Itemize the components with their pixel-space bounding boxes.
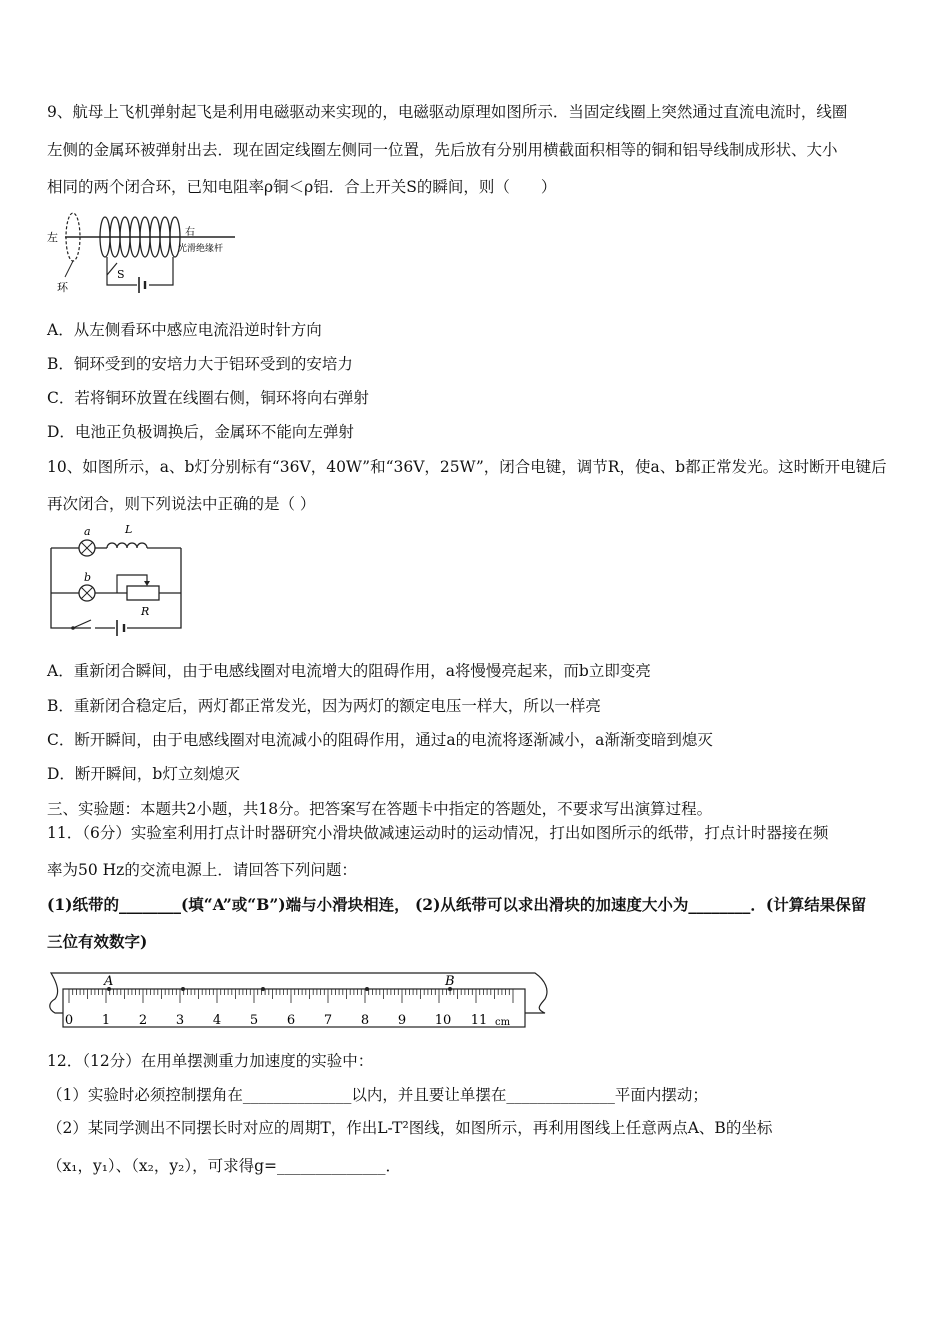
tick-label-8: 8	[360, 1013, 370, 1028]
inductor	[107, 543, 147, 548]
q10-option-d: D．断开瞬间，b灯立刻熄灭	[47, 765, 240, 783]
q11-line-2: 率为50 Hz的交流电源上．请回答下列问题：	[47, 861, 357, 879]
q12-line-4: （x₁，y₁）、（x₂，y₂），可求得g=______________．	[47, 1157, 402, 1175]
lamp-b-label: b	[84, 571, 92, 584]
q9-option-a: A．从左侧看环中感应电流沿逆时针方向	[47, 321, 322, 339]
point-a-label: A	[104, 974, 114, 989]
section-three-heading: 三、实验题：本题共2小题，共18分。把答案写在答题卡中指定的答题处，不要求写出演算过程。	[47, 800, 713, 818]
lamp-a-label: a	[84, 525, 91, 538]
ring-label: 环	[57, 281, 68, 294]
tick-label-11: 11	[470, 1013, 488, 1028]
tick-label-4: 4	[212, 1013, 222, 1028]
rheostat-label: R	[141, 605, 150, 618]
q11-line-1: 11．（6分）实验室利用打点计时器研究小滑块做减速运动时的运动情况，打出如图所示的纸带，打点计时器接在频	[47, 824, 829, 842]
circuit-figure	[45, 523, 195, 638]
tape-dot	[181, 987, 185, 991]
tick-label-10: 10	[434, 1013, 452, 1028]
q9-line-3: 相同的两个闭合环，已知电阻率ρ铜＜ρ铝．合上开关S的瞬间，则（ ）	[47, 178, 557, 196]
rheostat	[127, 586, 159, 600]
switch-label: S	[117, 268, 125, 281]
q10-option-b: B．重新闭合稳定后，两灯都正常发光，因为两灯的额定电压一样大，所以一样亮	[47, 697, 601, 715]
q10-line-1: 10、如图所示，a、b灯分别标有“36V，40W”和“36V，25W”，闭合电键，调节R，使a、b都正常发光。这时断开电键后	[47, 458, 887, 476]
tape-dot	[261, 987, 265, 991]
ruler-figure	[45, 965, 550, 1031]
tick-label-2: 2	[138, 1013, 148, 1028]
q11-line-3: (1)纸带的________(填“A”或“B”)端与小滑块相连， (2)从纸带可以求出滑块的加速度大小为________．(计算结果保留	[47, 895, 867, 914]
q9-line-1: 9、航母上飞机弹射起飞是利用电磁驱动来实现的，电磁驱动原理如图所示．当固定线圈上突然通过直流电流时，线圈	[47, 103, 848, 121]
q9-option-b: B．铜环受到的安培力大于铝环受到的安培力	[47, 355, 353, 373]
switch	[73, 620, 91, 628]
tick-label-1: 1	[101, 1013, 111, 1028]
point-b-label: B	[445, 974, 455, 989]
q12-line-1: 12．（12分）在用单摆测重力加速度的实验中：	[47, 1052, 374, 1070]
q10-option-c: C．断开瞬间，由于电感线圈对电流减小的阻碍作用，通过a的电流将逐渐减小，a渐渐变暗到熄灭	[47, 731, 713, 749]
tick-label-6: 6	[286, 1013, 296, 1028]
tick-label-9: 9	[397, 1013, 407, 1028]
rod-label: 光滑绝缘杆	[178, 244, 224, 254]
q9-line-2: 左侧的金属环被弹射出去．现在固定线圈左侧同一位置，先后放有分别用横截面积相等的铜和铝导线制成形状、大小	[47, 141, 838, 159]
tick-label-7: 7	[323, 1013, 333, 1028]
inductor-label: L	[125, 523, 133, 536]
tape-dot	[365, 987, 369, 991]
tick-label-0: 0	[64, 1013, 74, 1028]
q9-option-c: C．若将铜环放置在线圈右侧，铜环将向右弹射	[47, 389, 369, 407]
left-label: 左	[47, 231, 58, 244]
q9-option-d: D．电池正负极调换后，金属环不能向左弹射	[47, 423, 354, 441]
q11-line-4: 三位有效数字)	[47, 932, 148, 951]
right-label: 右	[185, 227, 195, 238]
tick-label-5: 5	[249, 1013, 259, 1028]
ruler-unit: cm	[495, 1017, 511, 1028]
tick-label-3: 3	[175, 1013, 185, 1028]
q12-line-3: （2）某同学测出不同摆长时对应的周期T，作出L-T²图线，如图所示，再利用图线上任意两点A、B的坐标	[47, 1119, 773, 1137]
q10-option-a: A．重新闭合瞬间，由于电感线圈对电流增大的阻碍作用，a将慢慢亮起来，而b立即变亮	[47, 662, 651, 680]
q10-line-2: 再次闭合，则下列说法中正确的是（ ）	[47, 495, 316, 513]
coil-figure	[45, 205, 240, 297]
q12-line-2: （1）实验时必须控制摆角在______________以内，并且要让单摆在______________平面内摆动；	[47, 1086, 708, 1104]
